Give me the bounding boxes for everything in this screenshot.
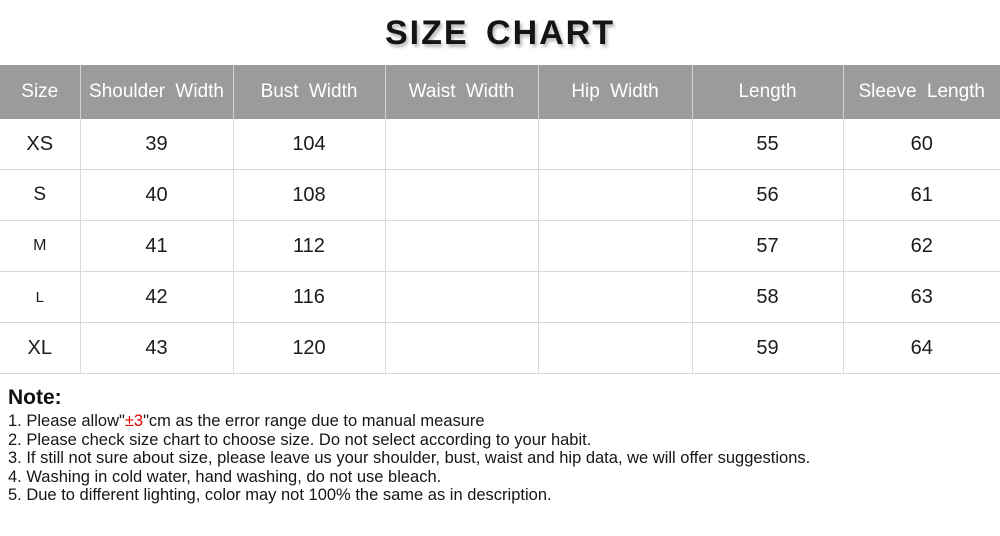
column-header-shoulder-width: Shoulder Width: [80, 65, 233, 119]
cell-sleeve-length: 64: [843, 323, 1000, 374]
note-item-3: 3. If still not sure about size, please leave us your shoulder, bust, waist and hip data, we will offer suggestions.: [8, 449, 811, 468]
cell-length: 55: [692, 119, 843, 170]
table-row-l: [0, 272, 1000, 323]
note-section: [8, 386, 1000, 505]
cell-bust-width: 108: [233, 170, 385, 221]
cell-hip-width: [538, 272, 692, 323]
cell-size: XS: [0, 119, 80, 170]
note-item-1: [8, 412, 1000, 431]
cell-bust-width: 120: [233, 323, 385, 374]
cell-length: 56: [692, 170, 843, 221]
cell-bust-width: 104: [233, 119, 385, 170]
cell-length: 58: [692, 272, 843, 323]
cell-waist-width: [385, 170, 538, 221]
cell-hip-width: [538, 221, 692, 272]
note-item-2: 2. Please check size chart to choose size. Do not select according to your habit.: [8, 430, 592, 449]
cell-waist-width: [385, 221, 538, 272]
cell-shoulder-width: 43: [80, 323, 233, 374]
cell-sleeve-length: 62: [843, 221, 1000, 272]
column-header-waist-width: Waist Width: [385, 65, 538, 119]
cell-waist-width: [385, 323, 538, 374]
column-header-sleeve-length: Sleeve Length: [843, 65, 1000, 119]
column-header-bust-width: Bust Width: [233, 65, 385, 119]
note-item-4: 4. Washing in cold water, hand washing, do not use bleach.: [8, 467, 442, 486]
cell-shoulder-width: 39: [80, 119, 233, 170]
cell-length: 59: [692, 323, 843, 374]
cell-shoulder-width: 42: [80, 272, 233, 323]
cell-shoulder-width: 41: [80, 221, 233, 272]
cell-hip-width: [538, 170, 692, 221]
column-header-size: Size: [0, 65, 80, 119]
cell-sleeve-length: 61: [843, 170, 1000, 221]
cell-size: L: [0, 272, 80, 323]
page-title: SIZE CHART: [385, 14, 615, 52]
cell-hip-width: [538, 323, 692, 374]
note-item-1-suffix: "cm as the error range due to manual measure: [143, 412, 485, 430]
cell-bust-width: 116: [233, 272, 385, 323]
cell-sleeve-length: 63: [843, 272, 1000, 323]
note-item-1-error-range: ±3: [124, 412, 144, 430]
table-header-row: [0, 65, 1000, 119]
cell-size: XL: [0, 323, 80, 374]
column-header-length: Length: [692, 65, 843, 119]
cell-size: S: [0, 170, 80, 221]
note-item-5: 5. Due to different lighting, color may not 100% the same as in description.: [8, 486, 552, 505]
column-header-hip-width: Hip Width: [538, 65, 692, 119]
cell-length: 57: [692, 221, 843, 272]
table-row-s: [0, 170, 1000, 221]
table-row-xl: [0, 323, 1000, 374]
cell-shoulder-width: 40: [80, 170, 233, 221]
size-chart-table: [0, 65, 1000, 374]
cell-waist-width: [385, 119, 538, 170]
table-row-xs: [0, 119, 1000, 170]
cell-waist-width: [385, 272, 538, 323]
note-item-1-prefix: 1. Please allow": [8, 412, 125, 430]
cell-sleeve-length: 60: [843, 119, 1000, 170]
table-row-m: [0, 221, 1000, 272]
cell-bust-width: 112: [233, 221, 385, 272]
cell-size: M: [0, 221, 80, 272]
size-chart-page: [0, 14, 1000, 536]
note-heading: Note:: [8, 386, 62, 409]
cell-hip-width: [538, 119, 692, 170]
